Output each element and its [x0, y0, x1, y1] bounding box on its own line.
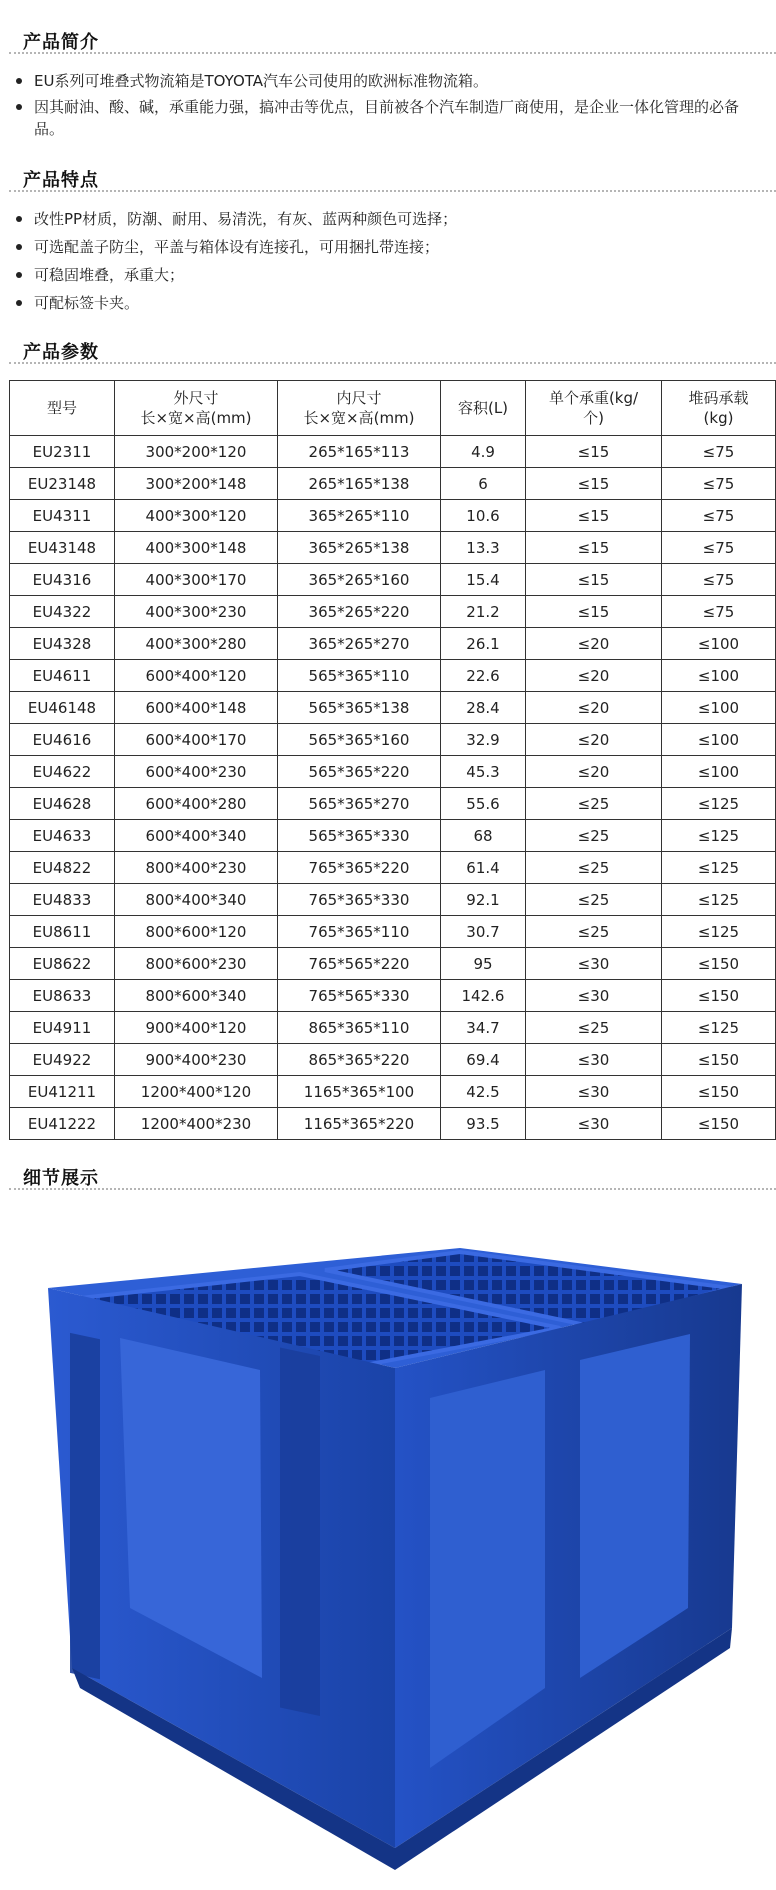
cell-single-load: ≤25 — [526, 852, 662, 884]
cell-volume: 21.2 — [441, 596, 526, 628]
cell-outer-size: 800*600*230 — [115, 948, 278, 980]
cell-volume: 92.1 — [441, 884, 526, 916]
cell-stack-load: ≤125 — [662, 820, 776, 852]
cell-model: EU8611 — [10, 916, 115, 948]
feature-item: 可配标签卡夹。 — [0, 292, 776, 314]
cell-outer-size: 900*400*120 — [115, 1012, 278, 1044]
cell-volume: 26.1 — [441, 628, 526, 660]
cell-volume: 6 — [441, 468, 526, 500]
cell-model: EU4633 — [10, 820, 115, 852]
details-title: 细节展示 — [23, 1168, 99, 1189]
cell-model: EU8622 — [10, 948, 115, 980]
cell-model: EU4622 — [10, 756, 115, 788]
cell-inner-size: 265*165*138 — [278, 468, 441, 500]
cell-model: EU41211 — [10, 1076, 115, 1108]
features-divider — [9, 190, 776, 192]
cell-model: EU4922 — [10, 1044, 115, 1076]
cell-stack-load: ≤100 — [662, 628, 776, 660]
cell-outer-size: 600*400*340 — [115, 820, 278, 852]
cell-outer-size: 800*600*340 — [115, 980, 278, 1012]
cell-inner-size: 365*265*138 — [278, 532, 441, 564]
cell-stack-load: ≤75 — [662, 532, 776, 564]
table-row — [10, 1076, 776, 1108]
cell-outer-size: 900*400*230 — [115, 1044, 278, 1076]
header-volume: 容积(L) — [441, 381, 526, 436]
cell-volume: 69.4 — [441, 1044, 526, 1076]
cell-inner-size: 365*265*270 — [278, 628, 441, 660]
cell-model: EU4822 — [10, 852, 115, 884]
cell-outer-size: 600*400*148 — [115, 692, 278, 724]
cell-inner-size: 265*165*113 — [278, 436, 441, 468]
cell-model: EU4311 — [10, 500, 115, 532]
cell-inner-size: 365*265*160 — [278, 564, 441, 596]
cell-single-load: ≤25 — [526, 884, 662, 916]
cell-outer-size: 800*400*230 — [115, 852, 278, 884]
cell-volume: 68 — [441, 820, 526, 852]
cell-model: EU41222 — [10, 1108, 115, 1140]
cell-single-load: ≤20 — [526, 756, 662, 788]
cell-single-load: ≤20 — [526, 660, 662, 692]
cell-stack-load: ≤150 — [662, 1076, 776, 1108]
cell-stack-load: ≤100 — [662, 692, 776, 724]
table-row — [10, 884, 776, 916]
cell-single-load: ≤15 — [526, 436, 662, 468]
cell-model: EU4616 — [10, 724, 115, 756]
cell-single-load: ≤25 — [526, 1012, 662, 1044]
params-table — [9, 380, 776, 1140]
cell-stack-load: ≤75 — [662, 564, 776, 596]
cell-outer-size: 600*400*280 — [115, 788, 278, 820]
cell-volume: 95 — [441, 948, 526, 980]
cell-model: EU4328 — [10, 628, 115, 660]
cell-model: EU4628 — [10, 788, 115, 820]
params-table-body — [10, 436, 776, 1140]
cell-stack-load: ≤125 — [662, 852, 776, 884]
cell-stack-load: ≤75 — [662, 436, 776, 468]
table-row — [10, 820, 776, 852]
params-header-row — [10, 381, 776, 436]
params-divider — [9, 362, 776, 364]
cell-model: EU46148 — [10, 692, 115, 724]
cell-model: EU8633 — [10, 980, 115, 1012]
cell-outer-size: 300*200*120 — [115, 436, 278, 468]
cell-volume: 61.4 — [441, 852, 526, 884]
cell-single-load: ≤25 — [526, 916, 662, 948]
cell-inner-size: 365*265*220 — [278, 596, 441, 628]
cell-model: EU4911 — [10, 1012, 115, 1044]
cell-stack-load: ≤125 — [662, 884, 776, 916]
product-photo — [0, 1208, 776, 1890]
cell-inner-size: 1165*365*100 — [278, 1076, 441, 1108]
cell-inner-size: 565*365*330 — [278, 820, 441, 852]
features-list — [0, 208, 776, 314]
table-row — [10, 980, 776, 1012]
cell-stack-load: ≤100 — [662, 756, 776, 788]
intro-item: 因其耐油、酸、碱，承重能力强，搞冲击等优点，目前被各个汽车制造厂商使用，是企业一体化管理的必备品。 — [0, 96, 776, 140]
cell-single-load: ≤15 — [526, 596, 662, 628]
features-title: 产品特点 — [23, 170, 99, 191]
intro-list — [0, 70, 776, 140]
cell-stack-load: ≤75 — [662, 468, 776, 500]
intro-divider — [9, 52, 776, 54]
cell-inner-size: 765*565*330 — [278, 980, 441, 1012]
table-row — [10, 788, 776, 820]
feature-item: 可选配盖子防尘，平盖与箱体设有连接孔，可用捆扎带连接； — [0, 236, 776, 258]
table-row — [10, 1044, 776, 1076]
cell-stack-load: ≤125 — [662, 916, 776, 948]
table-row — [10, 948, 776, 980]
cell-outer-size: 600*400*230 — [115, 756, 278, 788]
cell-inner-size: 765*365*110 — [278, 916, 441, 948]
cell-volume: 13.3 — [441, 532, 526, 564]
cell-single-load: ≤25 — [526, 820, 662, 852]
cell-model: EU4316 — [10, 564, 115, 596]
cell-single-load: ≤15 — [526, 468, 662, 500]
cell-inner-size: 1165*365*220 — [278, 1108, 441, 1140]
cell-volume: 45.3 — [441, 756, 526, 788]
feature-item: 可稳固堆叠，承重大； — [0, 264, 776, 286]
cell-outer-size: 1200*400*230 — [115, 1108, 278, 1140]
cell-inner-size: 765*565*220 — [278, 948, 441, 980]
cell-inner-size: 565*365*270 — [278, 788, 441, 820]
cell-volume: 4.9 — [441, 436, 526, 468]
cell-volume: 28.4 — [441, 692, 526, 724]
cell-outer-size: 400*300*148 — [115, 532, 278, 564]
cell-single-load: ≤20 — [526, 724, 662, 756]
cell-single-load: ≤30 — [526, 1044, 662, 1076]
cell-single-load: ≤20 — [526, 628, 662, 660]
table-row — [10, 564, 776, 596]
cell-model: EU43148 — [10, 532, 115, 564]
cell-volume: 30.7 — [441, 916, 526, 948]
cell-inner-size: 565*365*138 — [278, 692, 441, 724]
cell-model: EU4611 — [10, 660, 115, 692]
table-row — [10, 916, 776, 948]
table-row — [10, 628, 776, 660]
table-row — [10, 468, 776, 500]
cell-volume: 10.6 — [441, 500, 526, 532]
params-title: 产品参数 — [23, 342, 99, 363]
details-section-header — [0, 1156, 776, 1192]
cell-single-load: ≤30 — [526, 948, 662, 980]
cell-outer-size: 600*400*120 — [115, 660, 278, 692]
cell-stack-load: ≤150 — [662, 1044, 776, 1076]
cell-outer-size: 800*400*340 — [115, 884, 278, 916]
cell-volume: 93.5 — [441, 1108, 526, 1140]
cell-model: EU23148 — [10, 468, 115, 500]
cell-stack-load: ≤100 — [662, 660, 776, 692]
cell-single-load: ≤30 — [526, 1076, 662, 1108]
cell-inner-size: 765*365*330 — [278, 884, 441, 916]
cell-outer-size: 800*600*120 — [115, 916, 278, 948]
cell-stack-load: ≤75 — [662, 596, 776, 628]
cell-outer-size: 300*200*148 — [115, 468, 278, 500]
cell-single-load: ≤25 — [526, 788, 662, 820]
cell-model: EU4833 — [10, 884, 115, 916]
intro-item: EU系列可堆叠式物流箱是TOYOTA汽车公司使用的欧洲标准物流箱。 — [0, 70, 776, 92]
cell-stack-load: ≤150 — [662, 1108, 776, 1140]
cell-volume: 42.5 — [441, 1076, 526, 1108]
cell-inner-size: 765*365*220 — [278, 852, 441, 884]
header-outer-size: 外尺寸 长×宽×高(mm) — [115, 381, 278, 436]
cell-outer-size: 600*400*170 — [115, 724, 278, 756]
cell-inner-size: 365*265*110 — [278, 500, 441, 532]
cell-stack-load: ≤100 — [662, 724, 776, 756]
cell-single-load: ≤15 — [526, 532, 662, 564]
cell-inner-size: 865*365*220 — [278, 1044, 441, 1076]
cell-outer-size: 400*300*280 — [115, 628, 278, 660]
cell-stack-load: ≤125 — [662, 1012, 776, 1044]
feature-item: 改性PP材质，防潮、耐用、易清洗，有灰、蓝两种颜色可选择； — [0, 208, 776, 230]
cell-stack-load: ≤75 — [662, 500, 776, 532]
cell-volume: 32.9 — [441, 724, 526, 756]
cell-inner-size: 865*365*110 — [278, 1012, 441, 1044]
table-row — [10, 500, 776, 532]
features-section-header — [0, 158, 776, 194]
header-inner-size: 内尺寸 长×宽×高(mm) — [278, 381, 441, 436]
cell-single-load: ≤15 — [526, 500, 662, 532]
cell-outer-size: 400*300*230 — [115, 596, 278, 628]
intro-title: 产品简介 — [23, 32, 99, 53]
params-section-header — [0, 330, 776, 366]
cell-inner-size: 565*365*110 — [278, 660, 441, 692]
cell-model: EU2311 — [10, 436, 115, 468]
table-row — [10, 724, 776, 756]
cell-single-load: ≤20 — [526, 692, 662, 724]
cell-outer-size: 400*300*170 — [115, 564, 278, 596]
cell-volume: 15.4 — [441, 564, 526, 596]
cell-outer-size: 1200*400*120 — [115, 1076, 278, 1108]
cell-outer-size: 400*300*120 — [115, 500, 278, 532]
table-row — [10, 692, 776, 724]
header-stack-load: 堆码承载 (kg) — [662, 381, 776, 436]
table-row — [10, 1108, 776, 1140]
table-row — [10, 596, 776, 628]
table-row — [10, 756, 776, 788]
cell-inner-size: 565*365*160 — [278, 724, 441, 756]
cell-volume: 22.6 — [441, 660, 526, 692]
header-single-load: 单个承重(kg/ 个) — [526, 381, 662, 436]
cell-single-load: ≤30 — [526, 980, 662, 1012]
intro-section-header — [0, 20, 776, 56]
table-row — [10, 660, 776, 692]
cell-volume: 55.6 — [441, 788, 526, 820]
cell-single-load: ≤30 — [526, 1108, 662, 1140]
table-row — [10, 436, 776, 468]
cell-stack-load: ≤150 — [662, 948, 776, 980]
blue-plastic-crate-icon — [0, 1208, 776, 1890]
table-row — [10, 532, 776, 564]
cell-stack-load: ≤125 — [662, 788, 776, 820]
cell-volume: 34.7 — [441, 1012, 526, 1044]
header-model: 型号 — [10, 381, 115, 436]
details-divider — [9, 1188, 776, 1190]
cell-stack-load: ≤150 — [662, 980, 776, 1012]
cell-single-load: ≤15 — [526, 564, 662, 596]
table-row — [10, 1012, 776, 1044]
cell-inner-size: 565*365*220 — [278, 756, 441, 788]
table-row — [10, 852, 776, 884]
cell-model: EU4322 — [10, 596, 115, 628]
cell-volume: 142.6 — [441, 980, 526, 1012]
